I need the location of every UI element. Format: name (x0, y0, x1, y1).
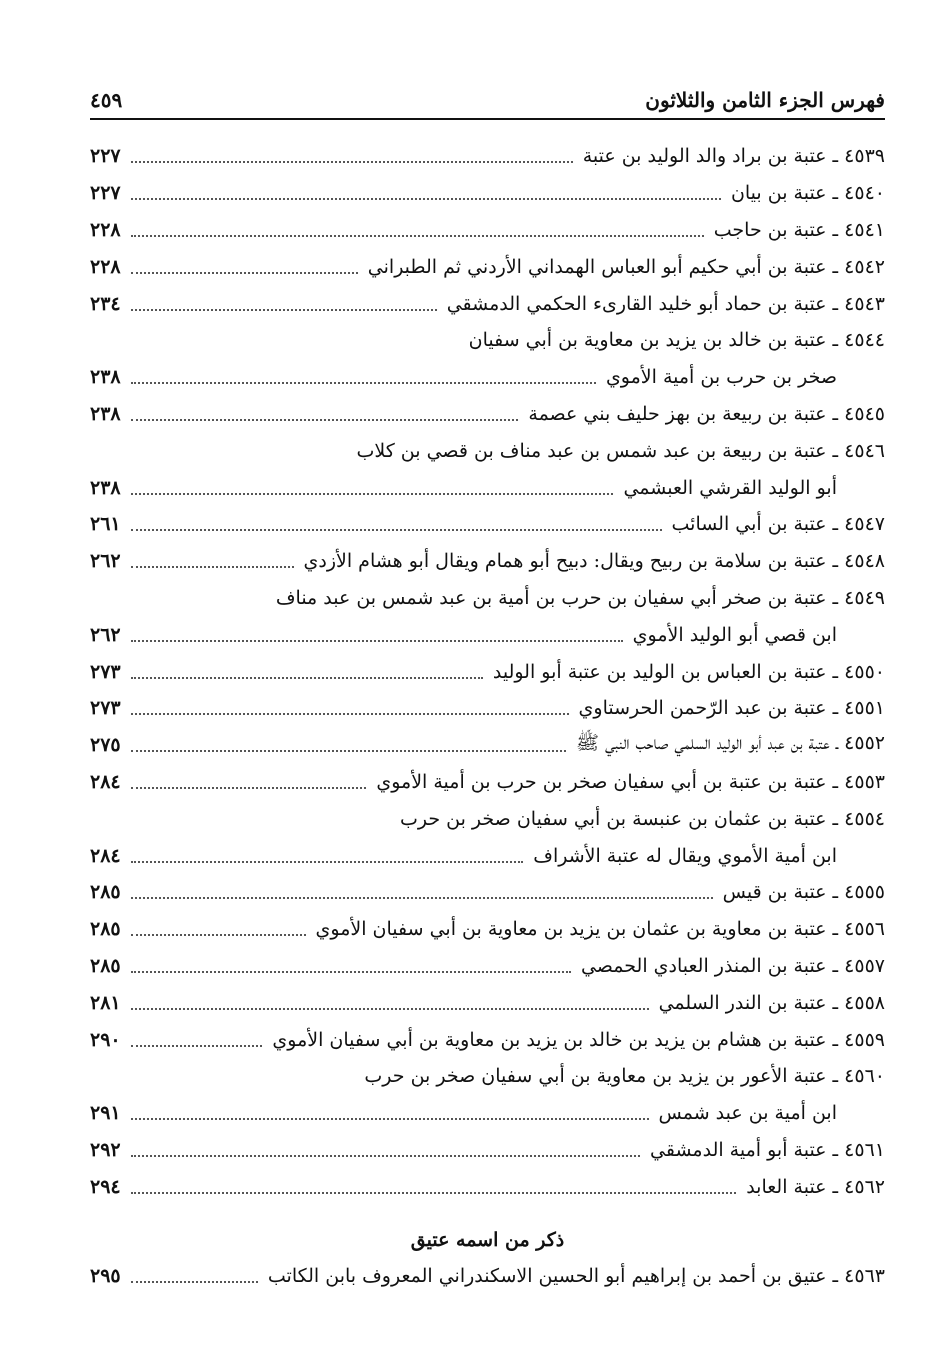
dot-leader (131, 861, 524, 863)
dot-leader (131, 566, 294, 568)
entry-title: صخر بن حرب بن أمية الأموي (605, 366, 837, 389)
dot-leader (131, 677, 483, 679)
dot-leader (131, 971, 571, 973)
index-entry (90, 212, 885, 249)
index-entry (90, 580, 885, 617)
index-entry (90, 984, 885, 1021)
dot-leader (131, 529, 662, 531)
index-entry (90, 138, 885, 175)
index-list (90, 138, 885, 1294)
dot-leader (131, 1155, 640, 1157)
entry-title: ٤٥٥١ ـ عتبة بن عبد الرّحمن الحرستاوي (578, 697, 885, 720)
entry-title: ٤٥٥٦ ـ عتبة بن معاوية بن عثمان بن يزيد بن معاوية بن أبي سفيان الأموي (315, 918, 885, 941)
entry-title: ٤٥٦١ ـ عتبة أبو أمية الدمشقي (650, 1138, 885, 1161)
entry-title: ٤٥٤٥ ـ عتبة بن ربيعة بن بهز حليف بني عصمة (528, 402, 885, 425)
entry-page-number: ٢٨٤ (90, 844, 121, 867)
index-entry (90, 285, 885, 322)
dot-leader (131, 1281, 258, 1283)
entry-page-number: ٢٦٢ (90, 550, 121, 573)
entry-page-number: ٢٩٢ (90, 1138, 121, 1161)
entry-page-number: ٢٨١ (90, 991, 121, 1014)
entry-page-number: ٢٢٧ (90, 182, 121, 205)
index-entry (90, 396, 885, 433)
dot-leader (131, 382, 596, 384)
entry-title: ٤٥٥٤ ـ عتبة بن عثمان بن عنبسة بن أبي سفيان صخر بن حرب (399, 807, 885, 830)
entry-title: ٤٥٦٠ ـ عتبة الأعور بن يزيد بن معاوية بن أبي سفيان صخر بن حرب (364, 1065, 885, 1088)
entry-title: ٤٥٥٩ ـ عتبة بن هشام بن يزيد بن خالد بن يزيد بن معاوية بن أبي سفيان الأموي (272, 1028, 885, 1051)
entry-page-number: ٢٦٢ (90, 623, 121, 646)
index-entry (90, 653, 885, 690)
entry-title: ٤٥٦٣ ـ عتيق بن أحمد بن إبراهيم أبو الحسين الاسكندراني المعروف بابن الكاتب (267, 1264, 885, 1287)
page-header (90, 82, 885, 120)
entry-title: ٤٥٥٣ ـ عتبة بن عتبة بن أبي سفيان صخر بن حرب بن أمية الأموي (376, 770, 885, 793)
entry-page-number: ٢٣٨ (90, 366, 121, 389)
index-entry (90, 506, 885, 543)
index-entry (90, 543, 885, 580)
dot-leader (131, 1192, 737, 1194)
dot-leader (131, 493, 614, 495)
index-entry (90, 1168, 885, 1205)
entry-title: ٤٥٤٢ ـ عتبة بن أبي حكيم أبو العباس الهمداني الأردني ثم الطبراني (367, 255, 885, 278)
entry-title: ٤٥٤٦ ـ عتبة بن ربيعة بن عبد شمس بن عبد مناف بن قصي بن كلاب (356, 439, 885, 462)
entry-page-number: ٢٢٧ (90, 145, 121, 168)
index-entry (90, 837, 885, 874)
index-entry (90, 469, 885, 506)
entry-page-number: ٢٩٤ (90, 1175, 121, 1198)
section-heading: ذكر من اسمه عتيق (410, 1229, 565, 1252)
entry-title: ابن قصي أبو الوليد الأموي (632, 623, 837, 646)
entry-page-number: ٢٢٨ (90, 255, 121, 278)
entry-title: ٤٥٥٠ ـ عتبة بن العباس بن الوليد بن عتبة أبو الوليد (492, 660, 885, 683)
index-entry (90, 1095, 885, 1132)
entry-page-number: ٢٨٥ (90, 918, 121, 941)
entry-title: ٤٥٤٧ ـ عتبة بن أبي السائب (671, 513, 885, 536)
entry-title: ٤٥٥٥ ـ عتبة بن قيس (722, 881, 885, 904)
entry-page-number: ٢٨٤ (90, 770, 121, 793)
index-entry (90, 1058, 885, 1095)
page-number: ٤٥٩ (90, 88, 123, 112)
index-entry (90, 1257, 885, 1294)
entry-page-number: ٢٨٥ (90, 954, 121, 977)
entry-title: ٤٥٣٩ ـ عتبة بن براد والد الوليد بن عتبة (582, 145, 885, 168)
index-entry (90, 800, 885, 837)
entry-page-number: ٢٧٥ (90, 734, 121, 757)
index-entry (90, 874, 885, 911)
entry-title: ٤٥٤١ ـ عتبة بن حاجب (713, 218, 885, 241)
index-entry (90, 616, 885, 653)
entry-title: ابن أمية الأموي ويقال له عتبة الأشراف (533, 844, 837, 867)
dot-leader (131, 897, 713, 899)
index-entry (90, 175, 885, 212)
entry-page-number: ٢٣٨ (90, 476, 121, 499)
dot-leader (131, 640, 623, 642)
entry-title: ٤٥٤٨ ـ عتبة بن سلامة بن ربيح ويقال: دبيح أبو همام ويقال أبو هشام الأزدي (303, 550, 885, 573)
index-entry (90, 322, 885, 359)
dot-leader (131, 713, 569, 715)
dot-leader (131, 198, 721, 200)
entry-page-number: ٢٣٨ (90, 402, 121, 425)
entry-page-number: ٢٦١ (90, 513, 121, 536)
entry-title: ابن أمية بن عبد شمس (658, 1102, 837, 1125)
entry-page-number: ٢٢٨ (90, 218, 121, 241)
dot-leader (131, 1045, 263, 1047)
entry-title: ٤٥٦٢ ـ عتبة العابد (746, 1175, 885, 1198)
page-title: فهرس الجزء الثامن والثلاثون (645, 88, 885, 112)
entry-page-number: ٢٨٥ (90, 881, 121, 904)
dot-leader (131, 787, 367, 789)
index-entry (90, 948, 885, 985)
index-entry (90, 764, 885, 801)
entry-page-number: ٢٩٠ (90, 1028, 121, 1051)
entry-page-number: ٢٩٥ (90, 1264, 121, 1287)
entry-title: ٤٥٥٢ ـ عتبة بن عبد أبو الوليد السلمي صاحب النبي ﷺ (576, 732, 885, 755)
dot-leader (131, 309, 437, 311)
entry-title: ٤٥٥٧ ـ عتبة بن المنذر العبادي الحمصي (580, 954, 885, 977)
entry-title: أبو الوليد القرشي العبشمي (623, 476, 837, 499)
index-entry (90, 432, 885, 469)
dot-leader (131, 272, 358, 274)
index-entry (90, 690, 885, 727)
dot-leader (131, 750, 566, 752)
dot-leader (131, 1008, 649, 1010)
dot-leader (131, 419, 519, 421)
entry-page-number: ٢٧٣ (90, 660, 121, 683)
dot-leader (131, 934, 306, 936)
dot-leader (131, 235, 704, 237)
entry-title: ٤٥٤٣ ـ عتبة بن حماد أبو خليد القارىء الحكمي الدمشقي (446, 292, 885, 315)
entry-title: ٤٥٤٠ ـ عتبة بن بيان (730, 182, 885, 205)
index-entry (90, 1132, 885, 1169)
index-entry (90, 248, 885, 285)
entry-title: ٤٥٥٨ ـ عتبة بن الندر السلمي (658, 991, 885, 1014)
entry-page-number: ٢٧٣ (90, 697, 121, 720)
index-entry (90, 1021, 885, 1058)
dot-leader (131, 161, 573, 163)
entry-title: ٤٥٤٤ ـ عتبة بن خالد بن يزيد بن معاوية بن أبي سفيان (468, 329, 885, 352)
entry-page-number: ٢٣٤ (90, 292, 121, 315)
entry-title: ٤٥٤٩ ـ عتبة بن صخر أبي سفيان بن حرب بن أمية بن عبد شمس بن عبد مناف (275, 586, 885, 609)
entry-page-number: ٢٩١ (90, 1102, 121, 1125)
index-entry (90, 359, 885, 396)
dot-leader (131, 1118, 649, 1120)
index-entry (90, 911, 885, 948)
index-entry (90, 727, 885, 764)
